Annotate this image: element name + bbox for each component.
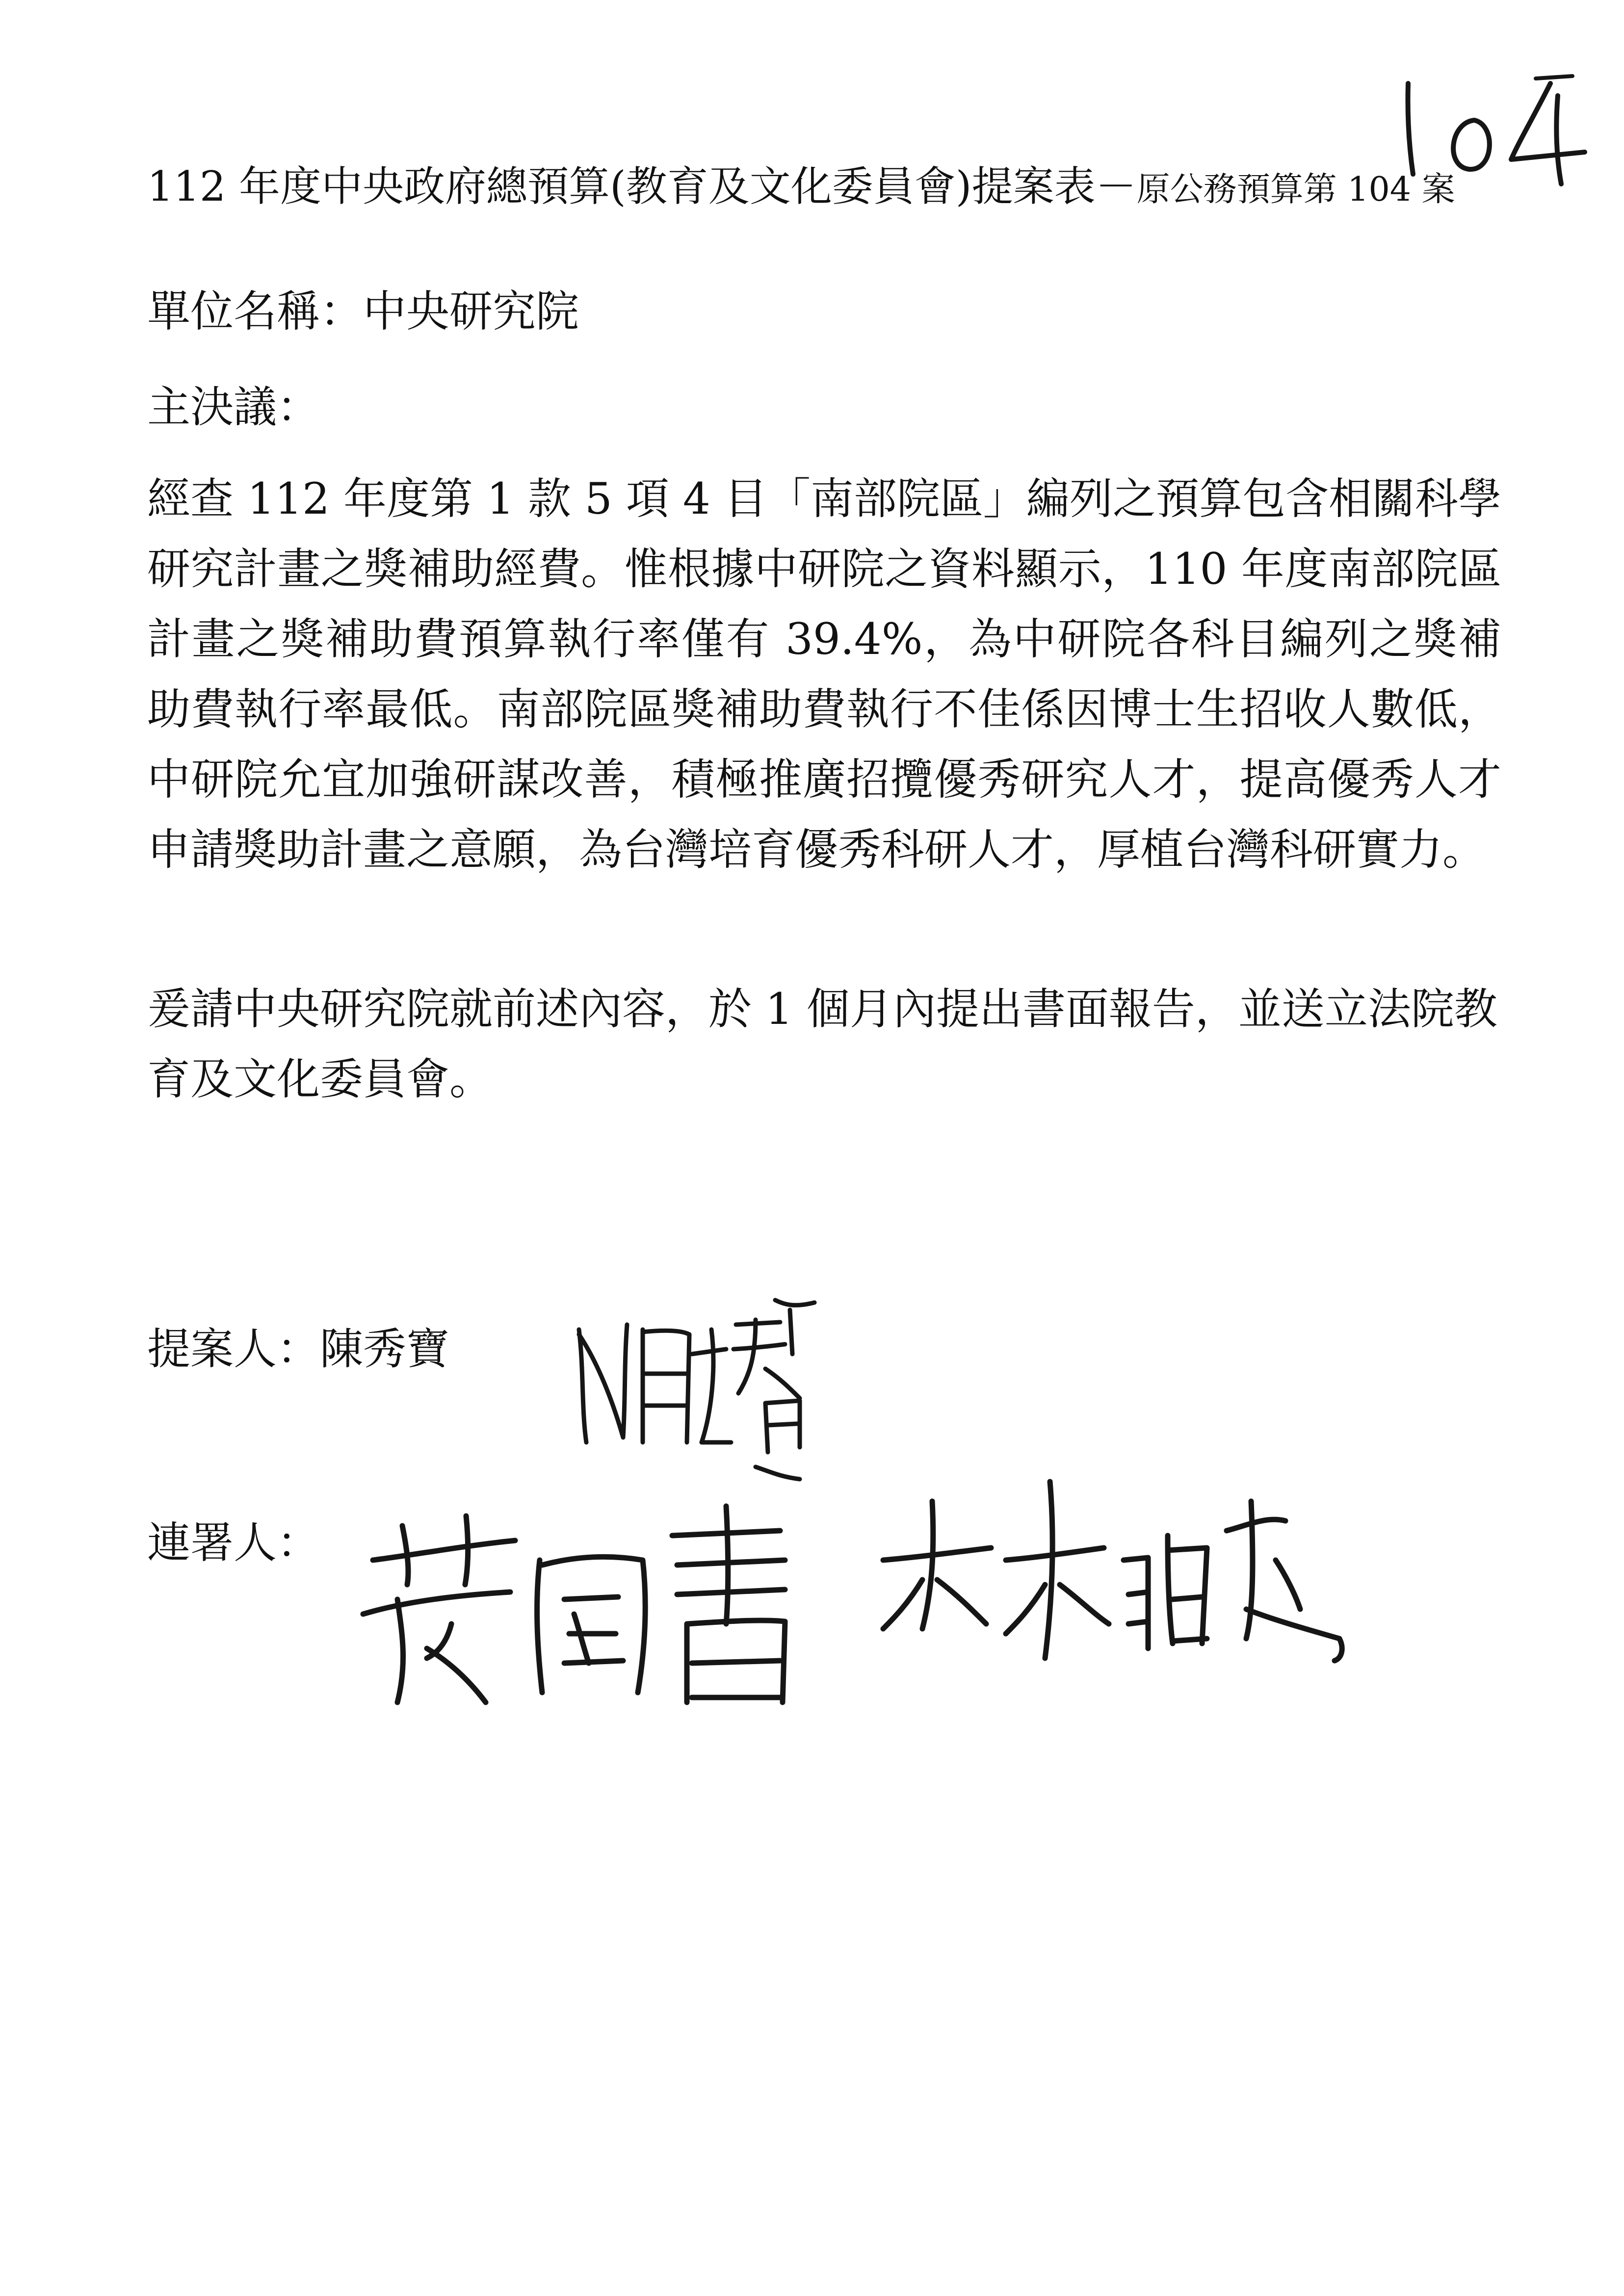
proposer-name: 陳秀寶: [320, 1324, 450, 1374]
cosigner-label: 連署人：: [147, 1517, 320, 1568]
title-dash: －: [1095, 162, 1137, 210]
resolution-body: [147, 464, 1501, 885]
unit-value: 中央研究院: [363, 286, 579, 337]
cosigner-signature-2: [873, 1462, 1364, 1668]
proposer-label: 提案人：: [147, 1324, 320, 1374]
request-paragraph: 爰請中央研究院就前述內容，於 1 個月內提出書面報告，並送立法院教育及文化委員會。: [147, 984, 1497, 1104]
unit-label: 單位名稱：: [147, 286, 364, 337]
cosigner-signature-1: [353, 1487, 824, 1717]
proposer-signature: [569, 1295, 844, 1482]
body-paragraph: 經查 112 年度第 1 款 5 項 4 目「南部院區」編列之預算包含相關科學研究計畫之獎補助經費。惟根據中研院之資料顯示，110 年度南部院區計畫之獎補助費預算執行率僅有 39.4%，為中研院各科目編列之獎補助費執行率最低。南部院區獎補助費執行不佳係因博士生招收人數低，中研院允宜加強研謀改善，積極推廣招攬優秀研究人才，提高優秀人才申請獎助計畫之意願，為台灣培育優秀科研人才，厚植台灣科研實力。: [147, 473, 1501, 875]
resolution-label: 主決議：: [147, 382, 320, 432]
proposer-line: [147, 1320, 449, 1379]
unit-line: [147, 282, 579, 341]
title-case-number: 原公務預算第 104 案: [1136, 170, 1455, 209]
title-main: 112 年度中央政府總預算(教育及文化委員會)提案表: [147, 162, 1096, 210]
document-title: [147, 157, 1521, 219]
